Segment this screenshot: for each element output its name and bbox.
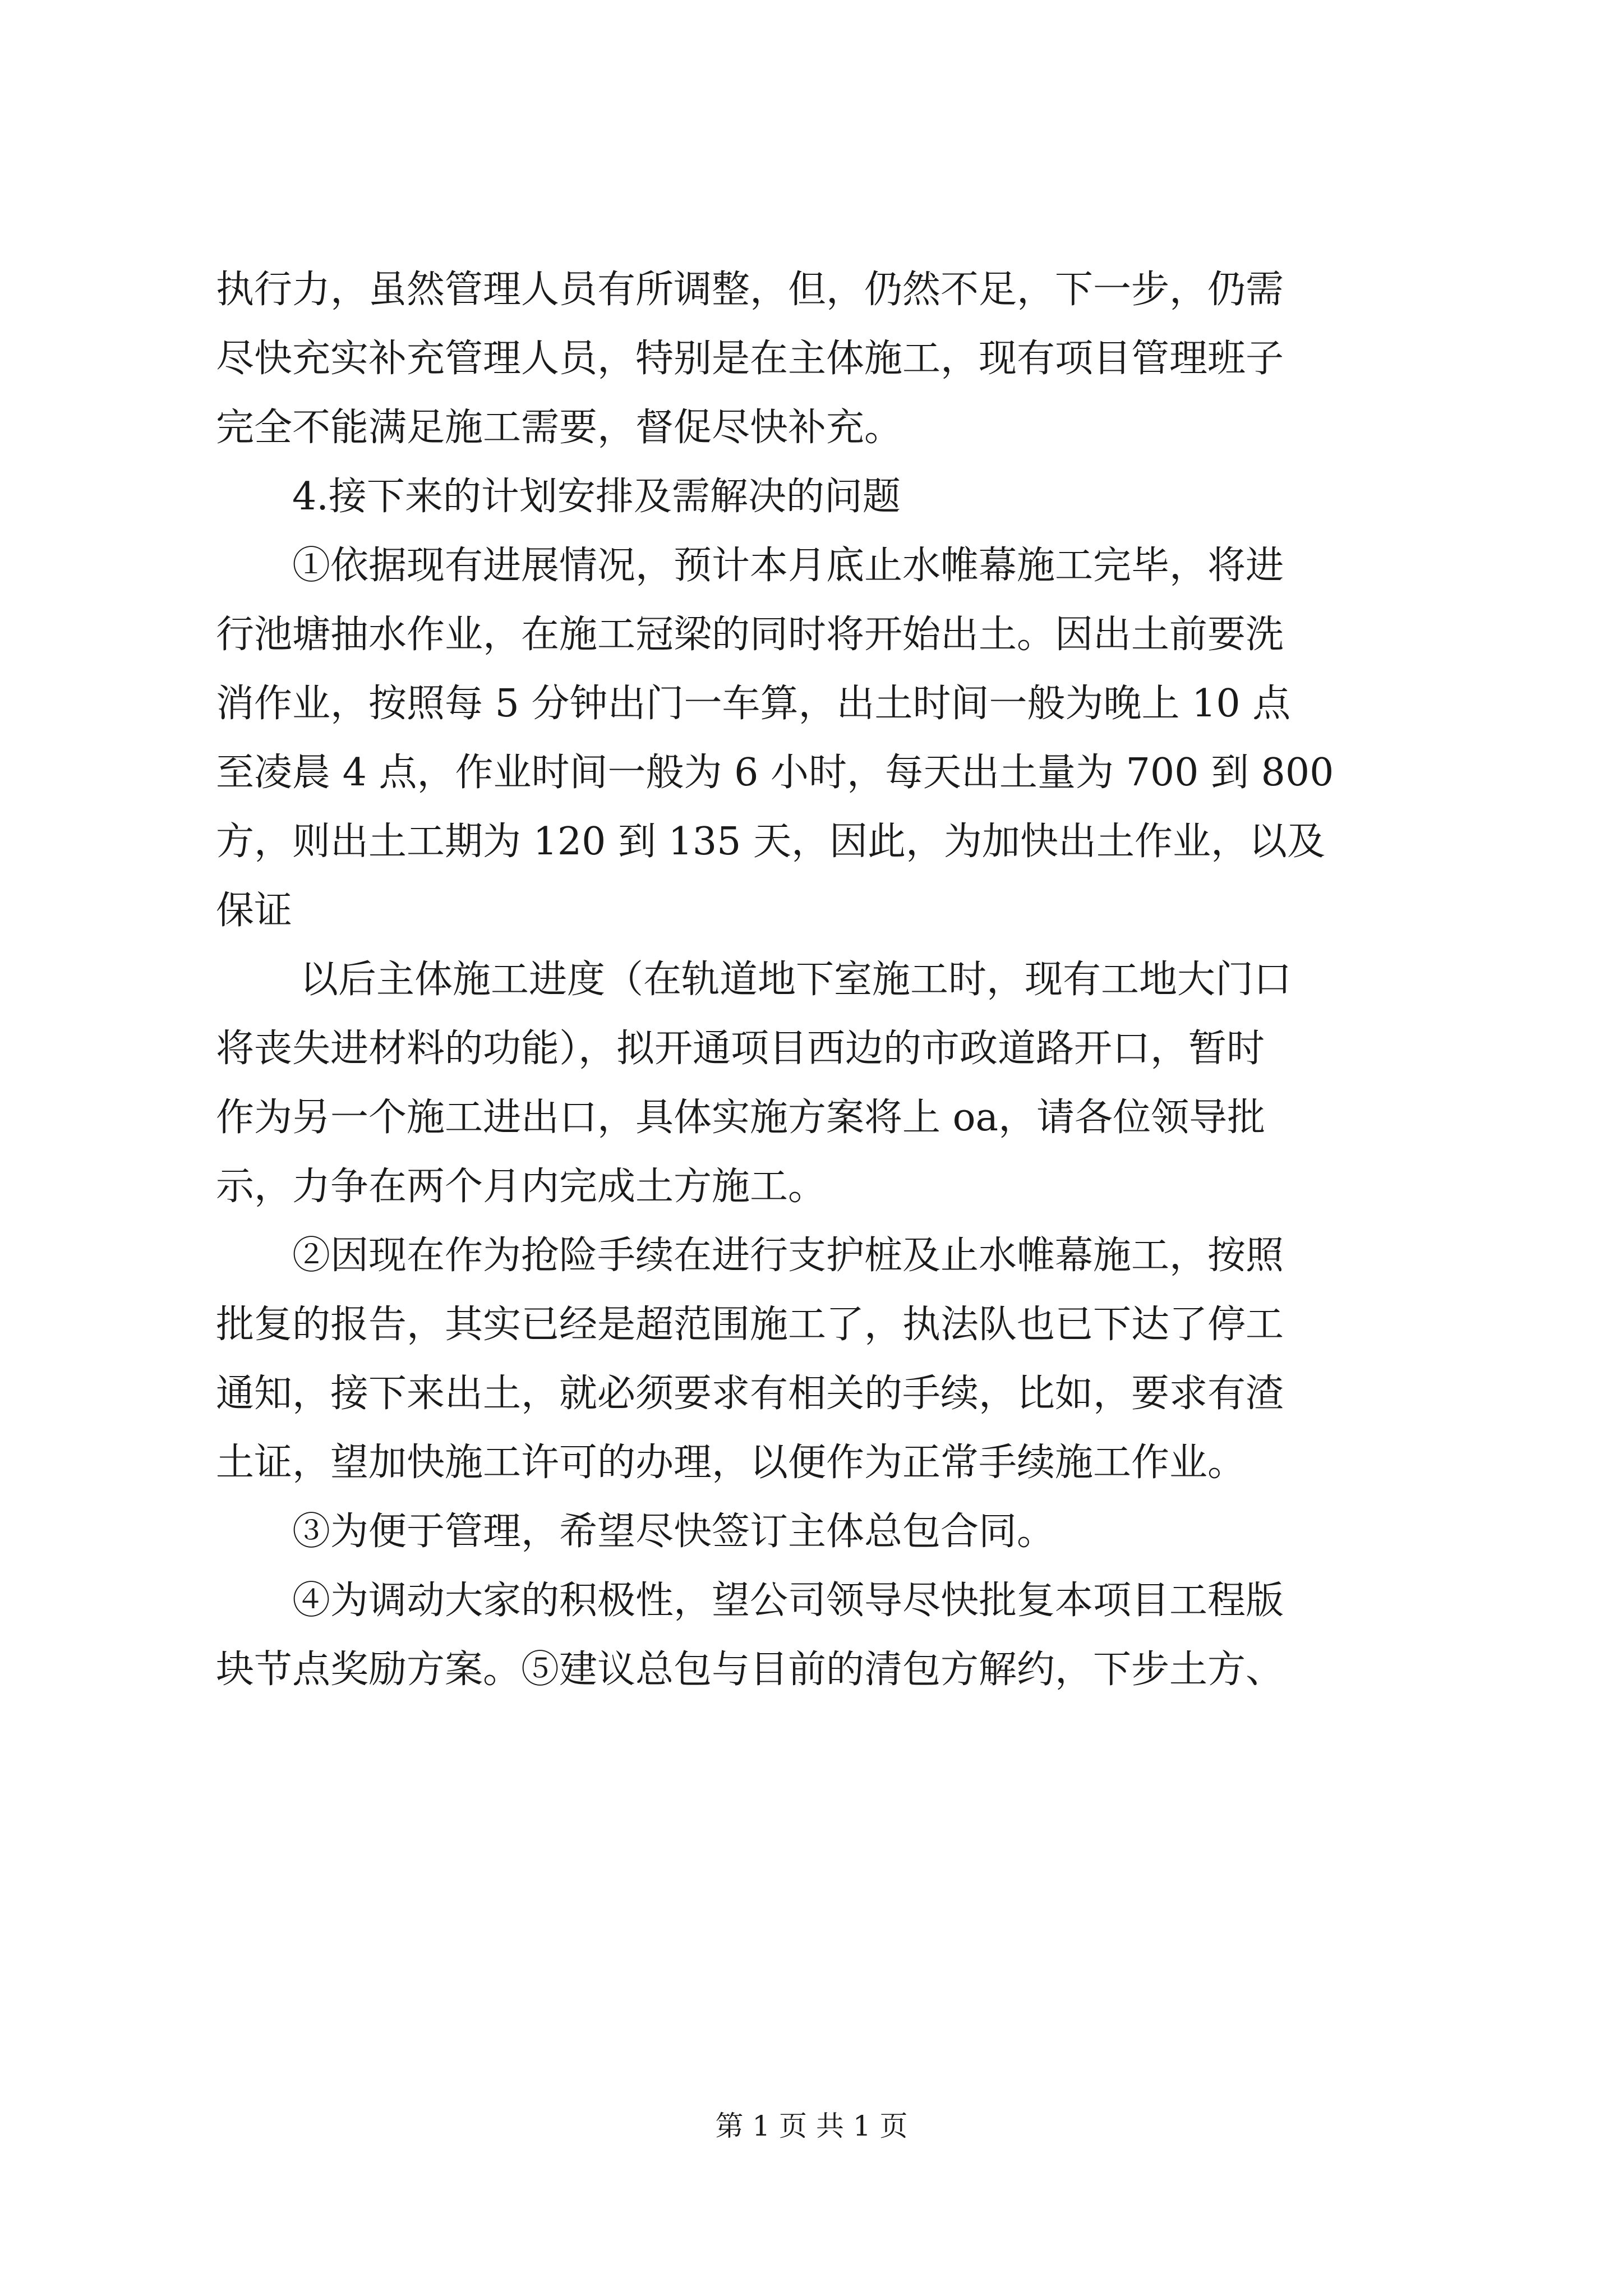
text-line: 行池塘抽水作业，在施工冠梁的同时将开始出土。因出土前要洗 bbox=[216, 613, 1284, 657]
document-body bbox=[216, 255, 1416, 1704]
text-line: 土证，望加快施工许可的办理，以便作为正常手续施工作业。 bbox=[216, 1441, 1246, 1485]
text-line: ①依据现有进展情况，预计本月底止水帷幕施工完毕，将进 bbox=[292, 544, 1284, 588]
text-line: 作为另一个施工进出口，具体实施方案将上 oa，请各位领导批 bbox=[216, 1096, 1266, 1140]
text-line: 示，力争在两个月内完成土方施工。 bbox=[216, 1165, 827, 1209]
text-line: ②因现在作为抢险手续在进行支护桩及止水帷幕施工，按照 bbox=[292, 1234, 1284, 1278]
text-line: 以后主体施工进度（在轨道地下室施工时，现有工地大门口 bbox=[300, 958, 1292, 1002]
page-number: 第 1 页 共 1 页 bbox=[715, 2110, 908, 2142]
text-line: 至凌晨 4 点，作业时间一般为 6 小时，每天出土量为 700 到 800 bbox=[216, 751, 1334, 795]
text-line: 尽快充实补充管理人员，特别是在主体施工，现有项目管理班子 bbox=[216, 337, 1284, 381]
text-line: 批复的报告，其实已经是超范围施工了，执法队也已下达了停工 bbox=[216, 1303, 1284, 1347]
text-line: 消作业，按照每 5 分钟出门一车算，出土时间一般为晚上 10 点 bbox=[216, 682, 1291, 726]
page-footer bbox=[0, 2106, 1623, 2146]
text-line: 保证 bbox=[216, 889, 293, 933]
text-line: 执行力，虽然管理人员有所调整，但，仍然不足，下一步，仍需 bbox=[216, 268, 1284, 312]
text-line: 将丧失进材料的功能），拟开通项目西边的市政道路开口，暂时 bbox=[216, 1027, 1265, 1071]
text-line: 块节点奖励方案。⑤建议总包与目前的清包方解约，下步土方、 bbox=[216, 1648, 1284, 1692]
text-line: 通知，接下来出土，就必须要求有相关的手续，比如，要求有渣 bbox=[216, 1372, 1284, 1416]
section-heading: 4.接下来的计划安排及需解决的问题 bbox=[292, 475, 901, 519]
text-line: ③为便于管理，希望尽快签订主体总包合同。 bbox=[292, 1510, 1055, 1554]
text-line: 完全不能满足施工需要，督促尽快补充。 bbox=[216, 406, 903, 450]
text-line: 方，则出土工期为 120 到 135 天，因此，为加快出土作业，以及 bbox=[216, 820, 1326, 864]
text-line: ④为调动大家的积极性，望公司领导尽快批复本项目工程版 bbox=[292, 1579, 1284, 1623]
